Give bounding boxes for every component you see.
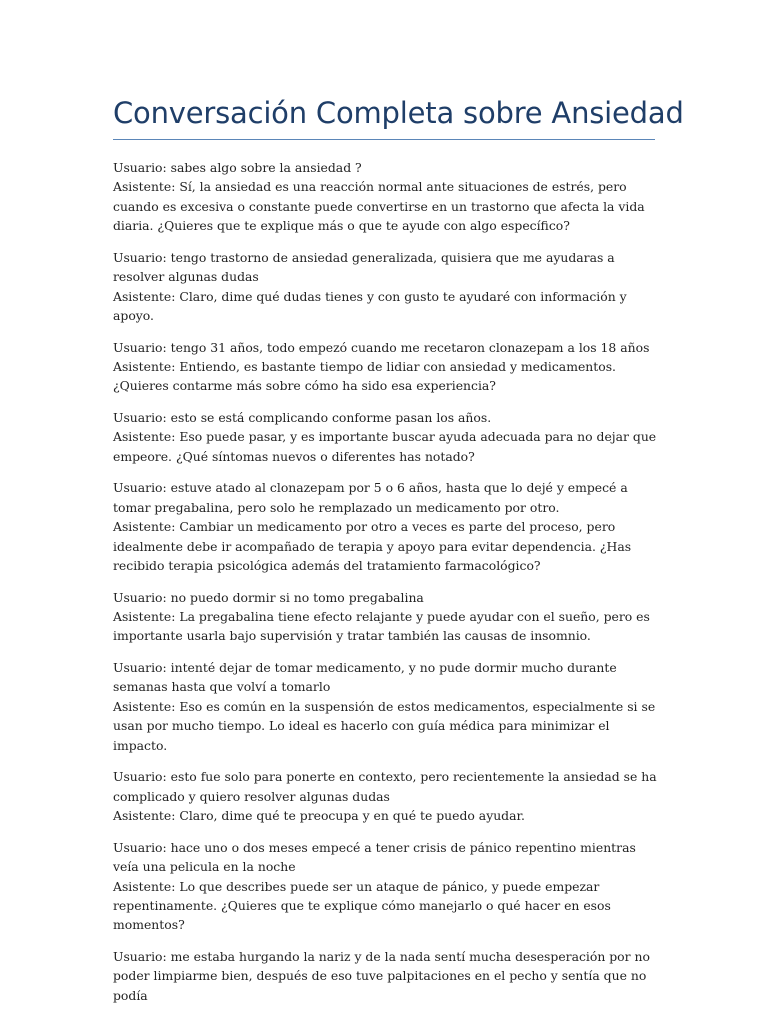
assistant-message: Asistente: Eso puede pasar, y es importante buscar ayuda adecuada para no dejar que empeore. ¿Qué síntomas nuevos o diferentes has notado? [113, 429, 657, 464]
conversation-entry [113, 658, 658, 755]
user-message: Usuario: esto fue solo para ponerte en contexto, pero recientemente la ansiedad se ha complicado y quiero resolver algunas dudas [113, 769, 657, 804]
user-message: Usuario: esto se está complicando conforme pasan los años. [113, 410, 492, 426]
conversation-entry [113, 767, 658, 825]
assistant-message: Asistente: Claro, dime qué te preocupa y en qué te puedo ayudar. [113, 808, 525, 824]
conversation-entry [113, 408, 658, 466]
title-underline [113, 139, 655, 140]
user-message: Usuario: sabes algo sobre la ansiedad ? [113, 160, 362, 175]
user-message: Usuario: hace uno o dos meses empecé a tener crisis de pánico repentino mientras veía una pelicula en la noche [113, 839, 636, 875]
conversation-entry [113, 588, 658, 646]
conversation-entry [113, 248, 658, 326]
assistant-message: Asistente: Sí, la ansiedad es una reacción normal ante situaciones de estrés, pero cuando es excesiva o constante puede convertirse en un trastorno que afecta la vida diaria. ¿Quieres que te explique más o que te ayude con algo específico? [113, 179, 645, 234]
conversation-entry [113, 478, 658, 575]
assistant-message: Asistente: Claro, dime qué dudas tienes y con gusto te ayudaré con información y apoyo. [113, 288, 627, 324]
conversation-entry [113, 838, 658, 935]
user-message: Usuario: intenté dejar de tomar medicamento, y no pude dormir mucho durante semanas hasta que volví a tomarlo [113, 660, 617, 695]
assistant-message: Asistente: Lo que describes puede ser un ataque de pánico, y puede empezar repentinamente. ¿Quieres que te explique cómo manejarlo o qué hacer en esos momentos? [113, 878, 611, 933]
conversation-body [113, 158, 658, 1017]
user-message: Usuario: tengo 31 años, todo empezó cuando me recetaron clonazepam a los 18 años [113, 339, 650, 355]
conversation-entry [113, 158, 658, 236]
conversation-entry [113, 947, 658, 1005]
conversation-entry [113, 338, 658, 396]
assistant-message: Asistente: La pregabalina tiene efecto relajante y puede ayudar con el sueño, pero es importante usarla bajo supervisión y tratar también las causas de insomnio. [113, 609, 650, 644]
user-message: Usuario: no puedo dormir si no tomo pregabalina [113, 589, 424, 605]
assistant-message: Asistente: Eso es común en la suspensión de estos medicamentos, especialmente si se usan por mucho tiempo. Lo ideal es hacerlo con guía médica para minimizar el impacto. [113, 698, 656, 753]
user-message: Usuario: me estaba hurgando la nariz y de la nada sentí mucha desesperación por no poder limpiarme bien, después de eso tuve palpitaciones en el pecho y sentía que no podía [113, 948, 650, 1003]
user-message: Usuario: tengo trastorno de ansiedad generalizada, quisiera que me ayudaras a resolver algunas dudas [113, 249, 615, 285]
assistant-message: Asistente: Cambiar un medicamento por otro a veces es parte del proceso, pero idealmente debe ir acompañado de terapia y apoyo para evitar dependencia. ¿Has recibido terapia psicológica además del tratamiento farmacológico? [113, 519, 632, 574]
document-title: Conversación Completa sobre Ansiedad [113, 96, 684, 130]
user-message: Usuario: estuve atado al clonazepam por 5 o 6 años, hasta que lo dejé y empecé a tomar pregabalina, pero solo he remplazado un medicamento por otro. [113, 480, 628, 515]
assistant-message: Asistente: Entiendo, es bastante tiempo de lidiar con ansiedad y medicamentos. ¿Quieres contarme más sobre cómo ha sido esa experiencia? [113, 359, 616, 394]
